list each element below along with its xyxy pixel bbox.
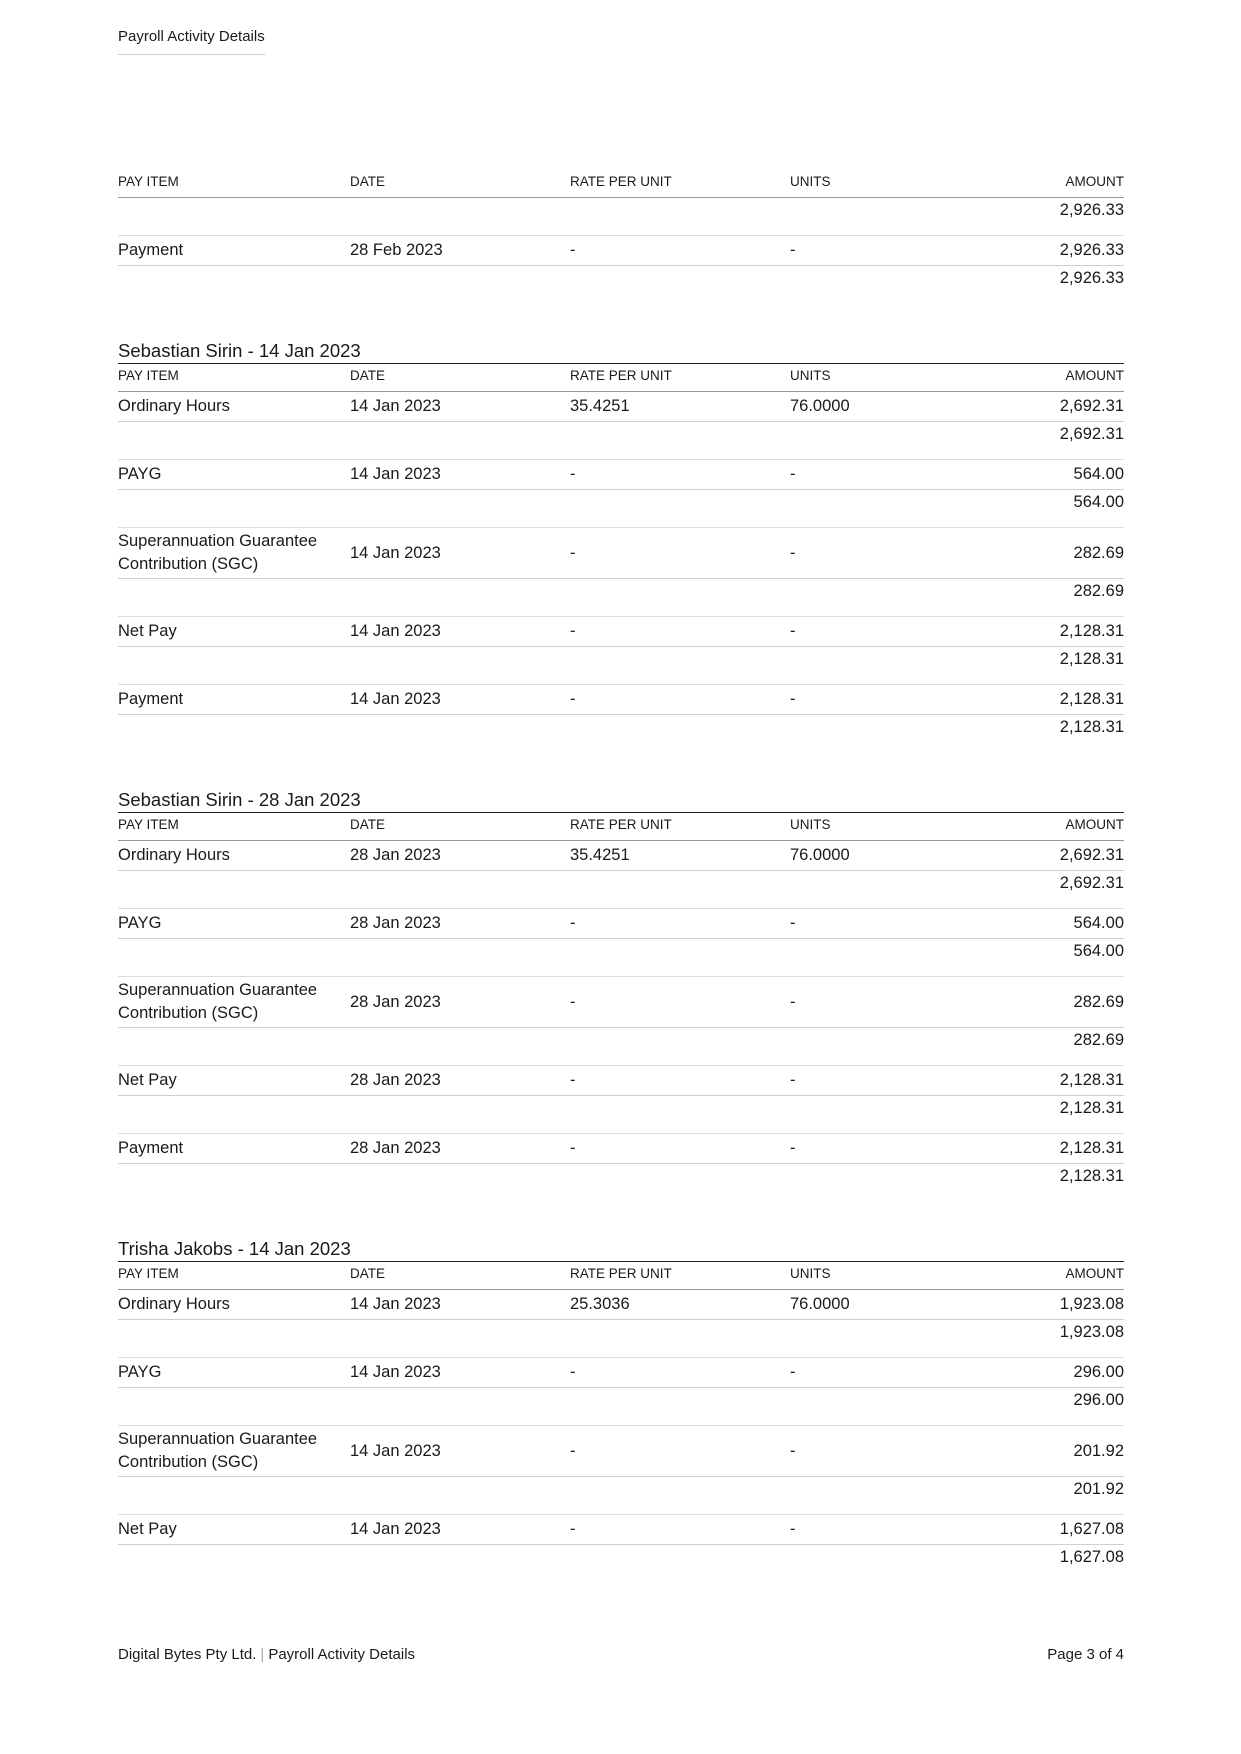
footer-report-name: Payroll Activity Details xyxy=(268,1646,416,1663)
col-header-units: UNITS xyxy=(790,174,831,189)
subtotal: 1,923.08 xyxy=(1059,1323,1124,1341)
table-header-row xyxy=(118,1262,1124,1290)
rate-per-unit: - xyxy=(570,1441,576,1460)
table-row xyxy=(118,909,1124,939)
pay-date: 28 Jan 2023 xyxy=(350,846,441,864)
amount: 2,128.31 xyxy=(1059,622,1124,640)
col-header-pay-item: PAY ITEM xyxy=(118,174,179,189)
table-row xyxy=(118,1358,1124,1388)
rate-per-unit: - xyxy=(570,1071,576,1089)
pay-item: Payment xyxy=(118,690,184,708)
section-title: Trisha Jakobs - 14 Jan 2023 xyxy=(118,1238,1124,1262)
pay-date: 14 Jan 2023 xyxy=(350,1441,441,1460)
units: - xyxy=(790,992,796,1011)
rate-per-unit: 35.4251 xyxy=(570,397,630,415)
footer-separator: | xyxy=(260,1646,265,1663)
rate-per-unit: - xyxy=(570,465,576,483)
pay-date: 14 Jan 2023 xyxy=(350,690,441,708)
col-header-pay-item: PAY ITEM xyxy=(118,368,179,383)
subtotal-row xyxy=(118,266,1124,292)
units: 76.0000 xyxy=(790,397,850,415)
pay-item: Payment xyxy=(118,1139,184,1157)
subtotal-row xyxy=(118,579,1124,617)
pay-item: Ordinary Hours xyxy=(118,1295,230,1313)
opening-total-row xyxy=(118,198,1124,236)
table-header-row xyxy=(118,364,1124,392)
rate-per-unit: - xyxy=(570,1520,576,1538)
col-header-date: DATE xyxy=(350,368,386,383)
units: - xyxy=(790,690,796,708)
rate-per-unit: 25.3036 xyxy=(570,1295,630,1313)
col-header-pay-item: PAY ITEM xyxy=(118,1266,179,1281)
table-row xyxy=(118,1134,1124,1164)
col-header-amount: AMOUNT xyxy=(1065,817,1124,832)
subtotal: 296.00 xyxy=(1073,1391,1124,1409)
amount: 296.00 xyxy=(1073,1363,1124,1381)
pay-date: 14 Jan 2023 xyxy=(350,622,441,640)
footer-company: Digital Bytes Pty Ltd. xyxy=(118,1646,257,1663)
amount: 564.00 xyxy=(1073,914,1124,932)
table-header-row xyxy=(118,813,1124,841)
col-header-amount: AMOUNT xyxy=(1065,368,1124,383)
amount: 2,128.31 xyxy=(1059,690,1124,708)
pay-date: 14 Jan 2023 xyxy=(350,397,441,415)
pay-item: Net Pay xyxy=(118,622,177,640)
page-header-title: Payroll Activity Details xyxy=(118,28,265,55)
subtotal: 282.69 xyxy=(1073,582,1124,600)
payroll-section xyxy=(118,789,1124,1190)
table-row xyxy=(118,685,1124,715)
pay-item: Net Pay xyxy=(118,1520,177,1538)
payroll-section xyxy=(118,340,1124,741)
rate-per-unit: - xyxy=(570,241,576,259)
pay-date: 14 Jan 2023 xyxy=(350,1520,441,1538)
pay-date: 28 Jan 2023 xyxy=(350,914,441,932)
col-header-amount: AMOUNT xyxy=(1065,1266,1124,1281)
pay-item: PAYG xyxy=(118,465,162,483)
footer-page-number: Page 3 of 4 xyxy=(1047,1646,1124,1663)
table-row xyxy=(118,617,1124,647)
table-row xyxy=(118,1426,1124,1477)
subtotal-row xyxy=(118,871,1124,909)
continued-block xyxy=(118,170,1124,292)
subtotal-row xyxy=(118,490,1124,528)
rate-per-unit: - xyxy=(570,690,576,708)
table-row xyxy=(118,977,1124,1028)
employee-sections xyxy=(118,340,1124,1571)
table-row xyxy=(118,1066,1124,1096)
section-title: Sebastian Sirin - 14 Jan 2023 xyxy=(118,340,1124,364)
subtotal: 2,692.31 xyxy=(1059,874,1124,892)
table-row xyxy=(118,841,1124,871)
amount: 1,923.08 xyxy=(1059,1295,1124,1313)
subtotal: 2,128.31 xyxy=(1059,718,1124,736)
rate-per-unit: - xyxy=(570,1363,576,1381)
subtotal: 1,627.08 xyxy=(1059,1548,1124,1566)
col-header-rate: RATE PER UNIT xyxy=(570,174,672,189)
rate-per-unit: - xyxy=(570,543,576,562)
subtotal: 2,128.31 xyxy=(1059,1167,1124,1185)
amount: 1,627.08 xyxy=(1059,1520,1124,1538)
units: - xyxy=(790,1363,796,1381)
col-header-units: UNITS xyxy=(790,817,831,832)
amount: 282.69 xyxy=(1073,543,1124,562)
subtotal-row xyxy=(118,1388,1124,1426)
units: - xyxy=(790,241,796,259)
pay-date: 14 Jan 2023 xyxy=(350,1363,441,1381)
units: - xyxy=(790,622,796,640)
col-header-date: DATE xyxy=(350,1266,386,1281)
amount: 564.00 xyxy=(1073,465,1124,483)
subtotal-row xyxy=(118,939,1124,977)
subtotal-row xyxy=(118,715,1124,741)
pay-item: PAYG xyxy=(118,1363,162,1381)
amount: 282.69 xyxy=(1073,992,1124,1011)
pay-date: 28 Feb 2023 xyxy=(350,241,443,259)
subtotal-row xyxy=(118,1164,1124,1190)
col-header-date: DATE xyxy=(350,174,386,189)
pay-date: 14 Jan 2023 xyxy=(350,1295,441,1313)
section-title: Sebastian Sirin - 28 Jan 2023 xyxy=(118,789,1124,813)
units: - xyxy=(790,1441,796,1460)
pay-item: Ordinary Hours xyxy=(118,397,230,415)
table-row xyxy=(118,460,1124,490)
col-header-units: UNITS xyxy=(790,1266,831,1281)
table-header-row xyxy=(118,170,1124,198)
subtotal-row xyxy=(118,1545,1124,1571)
units: - xyxy=(790,543,796,562)
col-header-units: UNITS xyxy=(790,368,831,383)
subtotal: 564.00 xyxy=(1073,942,1124,960)
pay-date: 28 Jan 2023 xyxy=(350,1139,441,1157)
rate-per-unit: - xyxy=(570,992,576,1011)
amount: 2,128.31 xyxy=(1059,1071,1124,1089)
table-row xyxy=(118,392,1124,422)
units: 76.0000 xyxy=(790,846,850,864)
rate-per-unit: - xyxy=(570,622,576,640)
units: - xyxy=(790,1139,796,1157)
col-header-rate: RATE PER UNIT xyxy=(570,1266,672,1281)
col-header-date: DATE xyxy=(350,817,386,832)
payroll-section xyxy=(118,1238,1124,1571)
subtotal: 201.92 xyxy=(1073,1480,1124,1498)
subtotal-row xyxy=(118,1028,1124,1066)
subtotal-row xyxy=(118,1320,1124,1358)
subtotal: 2,128.31 xyxy=(1059,650,1124,668)
col-header-pay-item: PAY ITEM xyxy=(118,817,179,832)
table-row xyxy=(118,528,1124,579)
pay-item: PAYG xyxy=(118,914,162,932)
rate-per-unit: 35.4251 xyxy=(570,846,630,864)
page-footer xyxy=(118,1646,1124,1663)
col-header-amount: AMOUNT xyxy=(1065,174,1124,189)
subtotal: 564.00 xyxy=(1073,493,1124,511)
subtotal: 282.69 xyxy=(1073,1031,1124,1049)
subtotal: 2,128.31 xyxy=(1059,1099,1124,1117)
subtotal: 2,926.33 xyxy=(1059,269,1124,287)
pay-date: 28 Jan 2023 xyxy=(350,1071,441,1089)
pay-item: Net Pay xyxy=(118,1071,177,1089)
pay-date: 14 Jan 2023 xyxy=(350,465,441,483)
pay-date: 28 Jan 2023 xyxy=(350,992,441,1011)
units: 76.0000 xyxy=(790,1295,850,1313)
units: - xyxy=(790,465,796,483)
pay-item: Superannuation Guarantee Contribution (SGC) xyxy=(118,1430,318,1471)
subtotal-row xyxy=(118,1096,1124,1134)
col-header-rate: RATE PER UNIT xyxy=(570,368,672,383)
units: - xyxy=(790,1071,796,1089)
table-row xyxy=(118,1290,1124,1320)
footer-report-label xyxy=(118,1646,415,1663)
pay-item: Superannuation Guarantee Contribution (SGC) xyxy=(118,981,318,1022)
opening-total: 2,926.33 xyxy=(1059,201,1124,219)
pay-item: Superannuation Guarantee Contribution (SGC) xyxy=(118,532,318,573)
pay-item: Payment xyxy=(118,241,184,259)
rate-per-unit: - xyxy=(570,1139,576,1157)
pay-item: Ordinary Hours xyxy=(118,846,230,864)
units: - xyxy=(790,1520,796,1538)
col-header-rate: RATE PER UNIT xyxy=(570,817,672,832)
amount: 201.92 xyxy=(1073,1441,1124,1460)
report-content xyxy=(118,170,1124,1619)
units: - xyxy=(790,914,796,932)
subtotal-row xyxy=(118,647,1124,685)
table-row xyxy=(118,1515,1124,1545)
subtotal-row xyxy=(118,422,1124,460)
rate-per-unit: - xyxy=(570,914,576,932)
amount: 2,926.33 xyxy=(1059,241,1124,259)
amount: 2,128.31 xyxy=(1059,1139,1124,1157)
amount: 2,692.31 xyxy=(1059,846,1124,864)
subtotal: 2,692.31 xyxy=(1059,425,1124,443)
amount: 2,692.31 xyxy=(1059,397,1124,415)
pay-date: 14 Jan 2023 xyxy=(350,543,441,562)
table-row xyxy=(118,236,1124,266)
subtotal-row xyxy=(118,1477,1124,1515)
